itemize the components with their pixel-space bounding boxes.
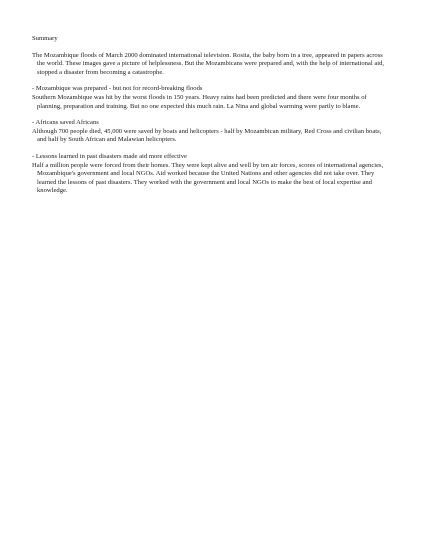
intro-paragraph: The Mozambique floods of March 2000 dominated international television. Rosita, the baby born in a tree, appeared in papers across the world. These images gave a picture of helplessness. But the Mozambicans were prepared and, with the help of international aid, stopped a disaster from becoming a catastrophe. [32,51,385,76]
section-paragraph: Although 700 people died, 45,000 were saved by boats and helicopters - half by Mozambican military, Red Cross and civilian boats, and half by South African and Malawian helicopters. [32,127,382,144]
section-heading: - Mozambique was prepared - but not for record-breaking floods [32,85,203,93]
document-title: Summary [32,35,58,42]
section-paragraph: Southern Mozambique was hit by the worst floods in 150 years. Heavy rains had been predicted and there were four months of planning, preparation and training. But no one expected this much rain. La Nina and global warming were partly to blame. [32,93,367,110]
section-prepared [32,85,392,111]
section-africans-saved [32,119,392,145]
section-heading: - Lessons learned in past disasters made aid more effective [32,152,187,160]
document-body [32,35,392,204]
intro-block [32,52,392,78]
section-heading: - Africans saved Africans [32,119,99,127]
section-lessons-learned [32,153,392,196]
section-paragraph: Half a million people were forced from their homes. They were kept alive and well by ten air forces, scores of international agencies, Mozambique's government and local NGOs. Aid worked because the United Nations and other agencies did not take over. They learned the lessons of past disasters. They worked with the government and local NGOs to make the best of local expertise and knowledge. [32,161,384,195]
